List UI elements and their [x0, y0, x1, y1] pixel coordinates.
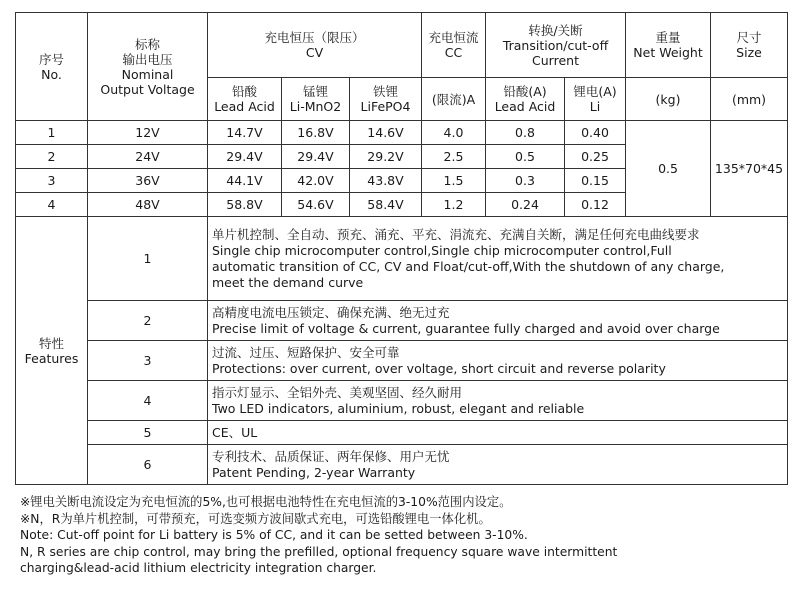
cell-lifepo4: 58.4V: [350, 193, 422, 217]
subheader-trans-li: [565, 78, 626, 121]
header-size-en: Size: [736, 45, 762, 60]
cell-voltage: 12V: [88, 121, 208, 145]
cell-size: 135*70*45: [711, 121, 788, 217]
feature-row: [16, 341, 788, 381]
cell-trans-lead: 0.8: [486, 121, 565, 145]
subheader-lifepo4: [350, 78, 422, 121]
cell-trans-li: 0.15: [565, 169, 626, 193]
feature-no: 5: [88, 421, 208, 445]
header-voltage-en: Nominal Output Voltage: [100, 66, 195, 97]
cell-trans-li: 0.12: [565, 193, 626, 217]
header-voltage: [88, 13, 208, 121]
cell-no: 1: [16, 121, 88, 145]
feature-no: 1: [88, 217, 208, 301]
cell-cc: 2.5: [422, 145, 486, 169]
note-line: charging&lead-acid lithium electricity integration charger.: [20, 561, 377, 575]
cell-lifepo4: 43.8V: [350, 169, 422, 193]
header-size-zh: 尺寸: [736, 30, 762, 45]
note-line: ※锂电关断电流设定为充电恒流的5%,也可根据电池特性在充电恒流的3-10%范围内设定。: [20, 495, 512, 509]
subheader-li-mno2: [282, 78, 350, 121]
feature-row: [16, 217, 788, 301]
feature-no: 2: [88, 301, 208, 341]
subheader-lead-acid-zh: 铅酸: [231, 84, 257, 99]
subheader-size-unit: (mm): [711, 78, 788, 121]
feature-row: [16, 445, 788, 485]
feature-no: 3: [88, 341, 208, 381]
cell-li-mno2: 42.0V: [282, 169, 350, 193]
cell-lead-acid: 29.4V: [208, 145, 282, 169]
header-no-zh: 序号: [38, 51, 64, 67]
feature-text: 指示灯显示、全铝外壳、美观坚固、经久耐用 Two LED indicators, aluminium, robust, elegant and reliable: [208, 381, 788, 421]
cell-no: 2: [16, 145, 88, 169]
cell-voltage: 24V: [88, 145, 208, 169]
cell-lead-acid: 14.7V: [208, 121, 282, 145]
subheader-li-mno2-en: Li-MnO2: [289, 99, 342, 114]
feature-text: 过流、过压、短路保护、安全可靠 Protections: over current, over voltage, short circuit and reverse polarity: [208, 341, 788, 381]
header-cc-en: CC: [444, 45, 463, 60]
feature-text: 高精度电流电压锁定、确保充满、绝无过充 Precise limit of voltage & current, guarantee fully charged and avoid over charge: [208, 301, 788, 341]
header-cc-zh: 充电恒流: [428, 30, 479, 45]
header-cv: [208, 13, 422, 78]
note-line: Note: Cut-off point for Li battery is 5% of CC, and it can be setted between 3-10%.: [20, 528, 528, 542]
feature-row: [16, 381, 788, 421]
feature-text: CE、UL: [208, 421, 788, 445]
cell-lifepo4: 14.6V: [350, 121, 422, 145]
note-line: ※N，R为单片机控制，可带预充，可选变频方波间歇式充电，可选铅酸锂电一体化机。: [20, 511, 491, 526]
subheader-lead-acid: [208, 78, 282, 121]
notes: [20, 494, 790, 577]
subheader-li-mno2-zh: 锰锂: [302, 84, 328, 99]
cell-li-mno2: 54.6V: [282, 193, 350, 217]
header-no-en: No.: [41, 66, 62, 82]
subheader-trans-lead-zh: 铅酸(A): [503, 84, 547, 99]
header-size: [711, 13, 788, 78]
features-label-zh: 特性: [38, 335, 64, 351]
note-line: N, R series are chip control, may bring the prefilled, optional frequency square wave intermittent: [20, 544, 618, 559]
cell-lead-acid: 58.8V: [208, 193, 282, 217]
features-label-en: Features: [24, 350, 79, 366]
subheader-trans-lead: [486, 78, 565, 121]
cell-weight: 0.5: [626, 121, 711, 217]
header-no: [16, 13, 88, 121]
spec-table: [15, 12, 788, 485]
cell-li-mno2: 16.8V: [282, 121, 350, 145]
subheader-lifepo4-zh: 铁锂: [372, 84, 398, 99]
feature-no: 6: [88, 445, 208, 485]
cell-li-mno2: 29.4V: [282, 145, 350, 169]
header-cv-en: CV: [305, 45, 324, 60]
subheader-weight-unit: (kg): [626, 78, 711, 121]
header-weight: [626, 13, 711, 78]
subheader-trans-li-en: Li: [589, 99, 601, 114]
subheader-lead-acid-en: Lead Acid: [214, 99, 275, 114]
cell-cc: 1.5: [422, 169, 486, 193]
feature-row: [16, 421, 788, 445]
feature-no: 4: [88, 381, 208, 421]
header-transition: [486, 13, 626, 78]
subheader-trans-li-zh: 锂电(A): [573, 84, 617, 99]
header-cv-zh: 充电恒压（限压）: [264, 30, 365, 45]
header-transition-en: Transition/cut-off Current: [502, 37, 609, 68]
cell-no: 3: [16, 169, 88, 193]
cell-trans-lead: 0.24: [486, 193, 565, 217]
cell-voltage: 36V: [88, 169, 208, 193]
cell-trans-lead: 0.5: [486, 145, 565, 169]
subheader-cc-unit: (限流)A: [422, 78, 486, 121]
subheader-lifepo4-en: LiFePO4: [360, 99, 411, 114]
cell-no: 4: [16, 193, 88, 217]
cell-lifepo4: 29.2V: [350, 145, 422, 169]
cell-voltage: 48V: [88, 193, 208, 217]
cell-trans-li: 0.40: [565, 121, 626, 145]
feature-text: 专利技术、品质保证、两年保修、用户无忧 Patent Pending, 2-year Warranty: [208, 445, 788, 485]
cell-lead-acid: 44.1V: [208, 169, 282, 193]
cell-trans-lead: 0.3: [486, 169, 565, 193]
cell-cc: 1.2: [422, 193, 486, 217]
header-cc: [422, 13, 486, 78]
feature-text: 单片机控制、全自动、预充、涌充、平充、涓流充、充满自关断，满足任何充电曲线要求 Single chip microcomputer control,Single chip microcomputer control,Full automatic transition of CC, CV and Float/cut-off,With the shutdown of any charge, meet the demand curve: [208, 217, 788, 301]
table-row: [16, 121, 788, 145]
header-transition-zh: 转换/关断: [528, 22, 583, 38]
features-label: [16, 217, 88, 485]
header-voltage-zh: 标称 输出电压: [122, 36, 173, 67]
feature-row: [16, 301, 788, 341]
cell-trans-li: 0.25: [565, 145, 626, 169]
header-weight-en: Net Weight: [633, 45, 703, 60]
subheader-trans-lead-en: Lead Acid: [494, 99, 556, 114]
header-weight-zh: 重量: [655, 30, 681, 45]
cell-cc: 4.0: [422, 121, 486, 145]
